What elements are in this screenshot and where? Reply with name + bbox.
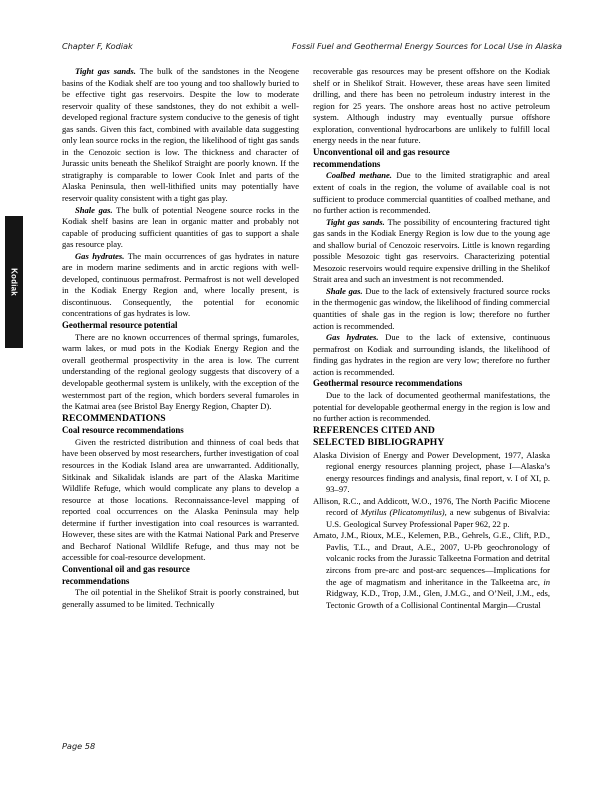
runin-tight-gas-sands-rec: Tight gas sands. bbox=[326, 216, 385, 227]
paragraph-coal-recommendations: Given the restricted distribution and thinness of coal beds that have been observed by most researchers, further investigation of coal resources in the Kodiak Island area are unwarranted. Additionally, Sitkinak and Sikalidak islands are part of the Alaska Maritime Wildlife Refuge, which would complicate any plans to develop a resource at those locations. Reconnaissance-level mapping of reported coal occurrences on the Alaska Peninsula may help determine if further investigation into coal resources is warranted. However, these sites are with the Katmai National Park and Preserve and Becharof National Wildlife Refuge, and thus may not be accessible for coal-resource development. bbox=[62, 436, 299, 563]
heading-recommendations: RECOMMENDATIONS bbox=[62, 412, 166, 424]
right-column bbox=[313, 66, 550, 611]
left-column bbox=[62, 66, 299, 611]
heading-unconventional-oil-gas-line2: recommendations bbox=[313, 158, 381, 169]
heading-unconventional-oil-gas-line1: Unconventional oil and gas resource bbox=[313, 146, 450, 157]
paragraph-shale-gas bbox=[62, 205, 299, 251]
paragraph-coalbed-methane bbox=[313, 170, 550, 216]
reference-text-run: Mytilus (Plicatomytilus) bbox=[360, 507, 445, 518]
running-head-left: Chapter F, Kodiak bbox=[62, 41, 133, 51]
paragraph-tight-gas-sands-rec bbox=[313, 217, 550, 286]
paragraph-shale-gas-rec bbox=[313, 286, 550, 332]
reference-text-run: Ridgway, K.D., Trop, J.M., Glen, J.M.G., and O’Neil, J.M., eds, Tectonic Growth of a Collisional Continental Margin—Crustal bbox=[326, 588, 550, 610]
body-columns bbox=[62, 66, 550, 716]
paragraph-text: Due to the limited stratigraphic and areal extent of coals in the region, the volume of available coal is not sufficient to produce commercial quantities of coalbed methane, and no further action is recommended. bbox=[313, 170, 550, 216]
paragraph-text: The main occurrences of gas hydrates in nature are in modern marine sediments and in arctic regions with well-developed, continuous permafrost. Permafrost is not well developed in the Kodiak Energy Region and, where locally present, is discontinuous. Consequently, the potential for economic concentrations of gas hydrates is low. bbox=[62, 250, 299, 319]
reference-entry bbox=[313, 530, 550, 611]
heading-geothermal-resource-potential: Geothermal resource potential bbox=[62, 320, 178, 331]
reference-text-run: , a new subgenus of Bivalvia: U.S. Geological Survey Professional Paper 962, 22 p. bbox=[326, 507, 550, 529]
heading-geothermal-resource-recommendations: Geothermal resource recommendations bbox=[313, 378, 463, 389]
heading-references-line1: REFERENCES CITED AND bbox=[313, 424, 435, 436]
runin-coalbed-methane: Coalbed methane. bbox=[326, 170, 392, 181]
paragraph-tight-gas-sands bbox=[62, 66, 299, 205]
reference-entry bbox=[313, 496, 550, 531]
page-number-label: Page 58 bbox=[62, 741, 96, 751]
runin-shale-gas-rec: Shale gas. bbox=[326, 285, 363, 296]
reference-entry bbox=[313, 450, 550, 496]
page-footer bbox=[62, 741, 95, 751]
heading-conventional-oil-gas-line2: recommendations bbox=[62, 575, 130, 586]
reference-text-run: Amato, J.M., Rioux, M.E., Kelemen, P.B., Gehrels, G.E., Clift, P.D., Pavlis, T.L., and Draut, A.E., 2007, U-Pb geochronology of volcanic rocks from the Jurassic Talkeetna Formation and detrital zircons from pre-arc and post-arc sequences—Implications for the age of magmatism and inheritance in the Talkeetna arc, bbox=[313, 530, 550, 587]
runin-shale-gas: Shale gas. bbox=[75, 204, 113, 215]
runin-gas-hydrates-rec: Gas hydrates. bbox=[326, 332, 379, 343]
heading-conventional-oil-gas-line1: Conventional oil and gas resource bbox=[62, 563, 190, 574]
heading-coal-resource-recommendations: Coal resource recommendations bbox=[62, 425, 184, 436]
paragraph-conventional-oil-gas: The oil potential in the Shelikof Strait is poorly constrained, but generally assumed to be limited. Technically bbox=[62, 587, 299, 610]
chapter-thumb-tab bbox=[5, 216, 23, 348]
paragraph-text: Due to the lack of extensive, continuous permafrost on Kodiak and surrounding islands, the likelihood of finding gas hydrates in the region are very low; therefore no further action is recommended. bbox=[313, 332, 550, 377]
reference-list bbox=[313, 450, 550, 612]
paragraph-gas-hydrates bbox=[62, 251, 299, 320]
paragraph-continued-from-left: recoverable gas resources may be present offshore on the Kodiak shelf or in Shelikof Strait. However, these areas have seen limited drilling, and there has been no petroleum industry interest in the region for 25 years. The onshore areas host no active petroleum system. Although industry may eventually pursue offshore exploration, conventional hydrocarbons are unlikely to fulfill local energy needs in the near future. bbox=[313, 66, 550, 146]
heading-references-line2: SELECTED BIBLIOGRAPHY bbox=[313, 437, 445, 449]
reference-text-run: Allison, R.C., and Addicott, W.O., 1976, The North Pacific Miocene record of bbox=[313, 495, 550, 518]
reference-text-run: Alaska Division of Energy and Power Development, 1977, Alaska regional energy resources planning project, phase I—Alaska’s energy resources findings and analysis, final report, v. I of XI, p. 93–97. bbox=[313, 449, 550, 495]
paragraph-geothermal-recommendations: Due to the lack of documented geothermal manifestations, the potential for developable geothermal energy in the region is low and no further action is recommended. bbox=[313, 390, 550, 424]
reference-text-run: in bbox=[543, 576, 550, 587]
running-head-right: Fossil Fuel and Geothermal Energy Sources for Local Use in Alaska bbox=[292, 41, 562, 51]
paragraph-text: The bulk of the sandstones in the Neogene basins of the Kodiak shelf are too young and too shallowly buried to be effective tight gas reservoirs. Despite the low to moderate reservoir quality of these sandstones, they do not exhibit a well-developed regional fracture system conducive to the genesis of tight gas sands. Given this fact, combined with available data suggesting only lean source rocks in the region, the likelihood of tight gas sands in the Cenozoic section is low. The thickness and character of Jurassic units beneath the Shelikof Straight are poorly known. If the stratigraphy is comparable to lower Cook Inlet and parts of the Alaska Peninsula, then well-lithified units may potentially have reservoir quality consistent with a tight gas play. bbox=[62, 66, 299, 204]
running-head bbox=[62, 41, 562, 55]
chapter-thumb-tab-label: Kodiak bbox=[9, 268, 19, 296]
paragraph-text: The possibility of encountering fractured tight gas sands in the Kodiak Energy Region is low due to the young age and shallow burial of Cenozoic reservoirs. Little is known regarding possible Mesozoic tight gas reservoirs. Characterizing potential Mesozoic reservoirs would require expensive drilling in the Shelikof Strait area and such an investment is not recommended. bbox=[313, 216, 550, 285]
paragraph-text: Due to the lack of extensively fractured source rocks in the thermogenic gas window, the likelihood of finding commercial quantities of shale gas in the region is low; therefore no further action is recommended. bbox=[313, 285, 550, 331]
paragraph-gas-hydrates-rec bbox=[313, 332, 550, 378]
paragraph-text: The bulk of potential Neogene source rocks in the Kodiak shelf basins are lean in organic matter and probably not capable of producing sufficient quantities of gas to support a shale gas resource play. bbox=[62, 204, 299, 250]
paragraph-geothermal-potential: There are no known occurrences of thermal springs, fumaroles, warm lakes, or mud pots in the Kodiak Energy Region and the overall geothermal prospectivity in the area is low. The current understanding of the regional geology suggests that discovery of a developable geothermal system is unlikely, with the exception of the westernmost part of the region, which borders several fumaroles in the Katmai area (see Bristol Bay Energy Region, Chapter D). bbox=[62, 331, 299, 412]
runin-tight-gas-sands: Tight gas sands. bbox=[75, 66, 136, 76]
runin-gas-hydrates: Gas hydrates. bbox=[75, 250, 125, 261]
